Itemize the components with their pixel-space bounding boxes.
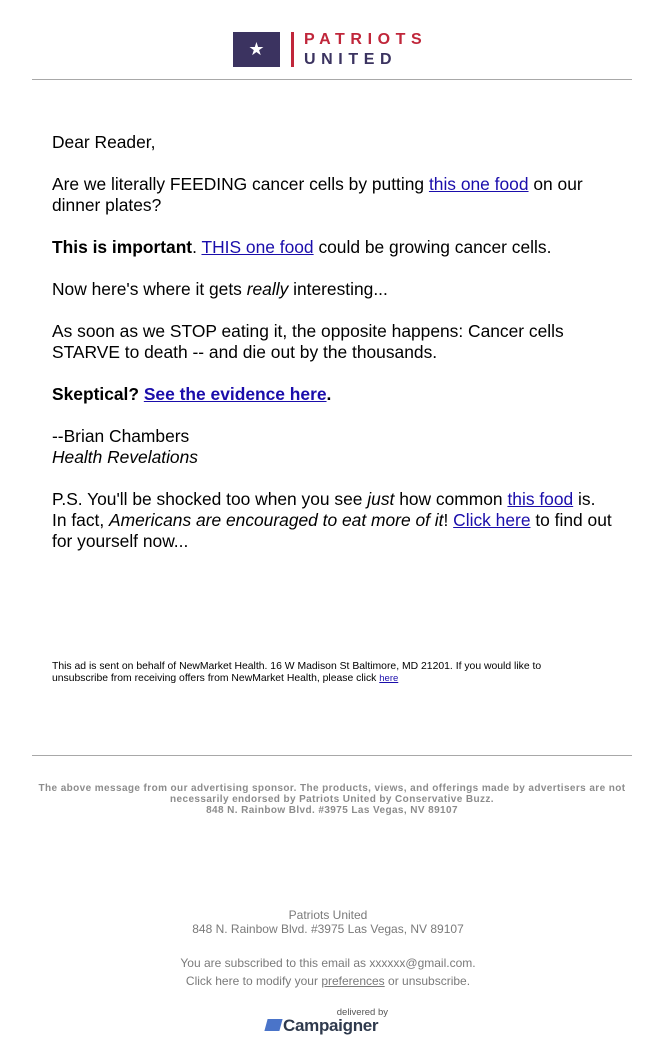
campaigner-badge[interactable]: [266, 1007, 390, 1035]
this-food-link[interactable]: this food: [507, 489, 574, 509]
patriots-united-logo: [233, 31, 436, 69]
email-footer: [0, 908, 656, 988]
footer-subscribed-text: You are subscribed to this email as xxxxxx@gmail.com.: [180, 956, 476, 970]
paragraph-2: This is important. THIS one food could be growing cancer cells.: [52, 237, 552, 257]
logo-word-patriots: PATRIOTS: [304, 31, 428, 48]
sponsor-address: 848 N. Rainbow Blvd. #3975 Las Vegas, NV 89107: [206, 805, 458, 816]
paragraph-4: As soon as we STOP eating it, the opposite happens: Cancer cells STARVE to death -- and die out by the thousands.: [52, 321, 564, 362]
delivered-by-label: delivered by: [336, 1007, 388, 1018]
preferences-link[interactable]: preferences: [321, 974, 385, 988]
sponsor-notice: [32, 783, 632, 816]
header-divider: [32, 79, 632, 80]
see-evidence-link[interactable]: See the evidence here: [143, 384, 327, 404]
campaigner-brand: Campaigner: [283, 1016, 379, 1035]
this-one-food-link[interactable]: this one food: [428, 174, 529, 194]
footer-divider: [32, 755, 632, 756]
postscript: P.S. You'll be shocked too when you see just how common this food is. In fact, Americans are encouraged to eat more of it! Click here to find out for yourself now...: [52, 489, 612, 551]
logo-divider: [291, 32, 294, 67]
campaigner-logo-icon: [264, 1019, 282, 1031]
this-one-food-link-2[interactable]: THIS one food: [201, 237, 314, 257]
click-here-link[interactable]: Click here: [453, 510, 531, 530]
footer-preferences-line: Click here to modify your preferences or unsubscribe.: [185, 974, 471, 988]
greeting: Dear Reader,: [52, 132, 156, 152]
paragraph-5: Skeptical? See the evidence here.: [52, 384, 332, 404]
paragraph-3: Now here's where it gets really interesting...: [52, 279, 388, 299]
logo-word-united: UNITED: [304, 51, 398, 68]
signature-publication: Health Revelations: [52, 447, 198, 467]
signature-name: --Brian Chambers: [52, 426, 190, 446]
signature: [52, 426, 612, 468]
ad-disclaimer: This ad is sent on behalf of NewMarket Health. 16 W Madison St Baltimore, MD 21201. If you would like to unsubscribe from receiving offers from NewMarket Health, please click here: [52, 661, 542, 684]
unsubscribe-here-link[interactable]: here: [379, 673, 399, 684]
footer-org-name: Patriots United: [288, 908, 368, 922]
paragraph-1: Are we literally FEEDING cancer cells by putting this one food on our dinner plates?: [52, 174, 583, 215]
star-icon: ★: [233, 32, 280, 67]
sponsor-disclaimer-text: The above message from our advertising sponsor. The products, views, and offerings made by advertisers are not necessarily endorsed by Patriots United by Conservative Buzz.: [38, 783, 626, 805]
important-text: This is important: [52, 237, 193, 257]
letter-body: [52, 132, 612, 573]
footer-address: 848 N. Rainbow Blvd. #3975 Las Vegas, NV 89107: [192, 922, 464, 936]
